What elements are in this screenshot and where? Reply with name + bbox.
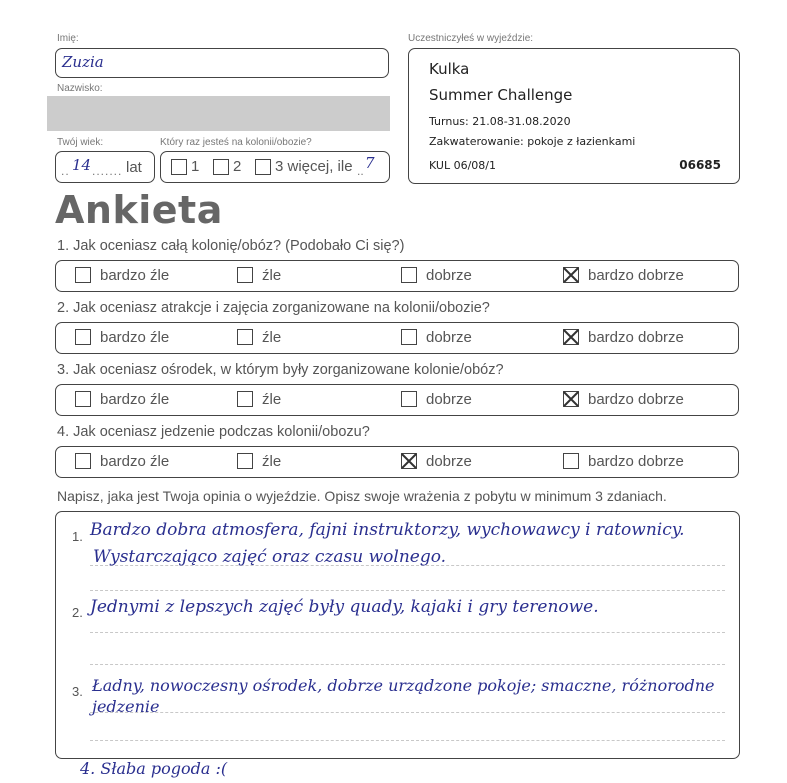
question-2-checkbox-1[interactable]	[75, 329, 91, 345]
question-3-text: 3. Jak oceniasz ośrodek, w którym były zorganizowane kolonie/obóz?	[57, 362, 504, 378]
opinion-number-2: 2.	[72, 605, 83, 620]
times-checkbox-2[interactable]	[213, 159, 229, 175]
age-field[interactable]: .. 14 ....... lat	[55, 151, 155, 183]
opinion-text-3a: Ładny, nowoczesny ośrodek, dobrze urządzone pokoje; smaczne, różnorodne	[92, 676, 715, 695]
first-name-value: Zuzia	[62, 53, 104, 71]
ruled-line	[90, 590, 725, 591]
times-checkbox-1[interactable]	[171, 159, 187, 175]
opinion-number-3: 3.	[72, 684, 83, 699]
redacted-last-name	[47, 96, 390, 131]
times-checkbox-3[interactable]	[255, 159, 271, 175]
trip-code: KUL 06/08/1	[429, 159, 496, 172]
question-1-option-label: źle	[262, 267, 282, 284]
question-4-checkbox-1[interactable]	[75, 453, 91, 469]
trip-info-box	[408, 48, 740, 184]
survey-title: Ankieta	[55, 188, 223, 232]
times-option-3: 3 więcej, ile	[275, 158, 353, 175]
first-name-label: Imię:	[57, 33, 79, 44]
ruled-line	[90, 712, 725, 713]
question-4-option-label: bardzo źle	[100, 453, 170, 470]
question-3-option-label: źle	[262, 391, 282, 408]
times-option-1: 1	[191, 158, 200, 175]
question-1-checkbox-1[interactable]	[75, 267, 91, 283]
ruled-line	[90, 664, 725, 665]
question-1-checkbox-2[interactable]	[237, 267, 253, 283]
trip-program: Summer Challenge	[429, 86, 573, 104]
question-3-checkbox-4[interactable]	[563, 391, 579, 407]
opinion-text-3b: jedzenie	[92, 697, 160, 716]
question-1-option-label: bardzo źle	[100, 267, 170, 284]
question-2-checkbox-2[interactable]	[237, 329, 253, 345]
question-3-option-label: bardzo dobrze	[588, 391, 684, 408]
question-4-option-label: dobrze	[426, 453, 472, 470]
question-2-text: 2. Jak oceniasz atrakcje i zajęcia zorganizowane na kolonii/obozie?	[57, 300, 490, 316]
question-4-option-label: bardzo dobrze	[588, 453, 684, 470]
age-value: 14	[72, 156, 92, 174]
question-4-option-label: źle	[262, 453, 282, 470]
age-unit: lat	[126, 159, 142, 176]
times-value: 7	[365, 154, 375, 172]
trip-accommodation: Zakwaterowanie: pokoje z łazienkami	[429, 135, 636, 148]
question-3-option-label: bardzo źle	[100, 391, 170, 408]
question-1-option-label: bardzo dobrze	[588, 267, 684, 284]
question-2-checkbox-3[interactable]	[401, 329, 417, 345]
question-2-option-label: bardzo źle	[100, 329, 170, 346]
age-label: Twój wiek:	[57, 137, 104, 148]
times-field[interactable]: 1 2 3 więcej, ile .. 7	[160, 151, 390, 183]
question-1-checkbox-3[interactable]	[401, 267, 417, 283]
opinion-text-1b: Wystarczająco zajęć oraz czasu wolnego.	[93, 547, 447, 567]
question-1-text: 1. Jak oceniasz całą kolonię/obóz? (Podobało Ci się?)	[57, 238, 405, 254]
question-3-checkbox-1[interactable]	[75, 391, 91, 407]
ruled-line	[90, 740, 725, 741]
opinion-text-2: Jednymi z lepszych zajęć były quady, kajaki i gry terenowe.	[90, 597, 599, 617]
first-name-field[interactable]	[55, 48, 389, 78]
question-4-checkbox-2[interactable]	[237, 453, 253, 469]
question-1-option-label: dobrze	[426, 267, 472, 284]
question-4-checkbox-4[interactable]	[563, 453, 579, 469]
last-name-label: Nazwisko:	[57, 83, 103, 94]
opinion-text-1a: Bardzo dobra atmosfera, fajni instruktorzy, wychowawcy i ratownicy.	[90, 520, 685, 540]
question-1-checkbox-4[interactable]	[563, 267, 579, 283]
opinion-number-1: 1.	[72, 529, 83, 544]
question-4-text: 4. Jak oceniasz jedzenie podczas kolonii/obozu?	[57, 424, 370, 440]
trip-number: 06685	[679, 158, 721, 172]
question-2-option-label: bardzo dobrze	[588, 329, 684, 346]
question-3-option-label: dobrze	[426, 391, 472, 408]
opinion-prompt: Napisz, jaka jest Twoja opinia o wyjeździe. Opisz swoje wrażenia z pobytu w minimum 3 zdaniach.	[57, 488, 667, 504]
opinion-extra-note: 4. Słaba pogoda :(	[80, 759, 228, 778]
times-option-2: 2	[233, 158, 242, 175]
times-label: Który raz jesteś na kolonii/obozie?	[160, 137, 312, 148]
question-2-checkbox-4[interactable]	[563, 329, 579, 345]
question-3-checkbox-2[interactable]	[237, 391, 253, 407]
participant-label: Uczestniczyłeś w wyjeździe:	[408, 33, 534, 44]
trip-turnus: Turnus: 21.08-31.08.2020	[429, 115, 571, 128]
question-2-option-label: dobrze	[426, 329, 472, 346]
ruled-line	[90, 632, 725, 633]
trip-name: Kulka	[429, 60, 470, 78]
question-4-checkbox-3[interactable]	[401, 453, 417, 469]
question-2-option-label: źle	[262, 329, 282, 346]
question-3-checkbox-3[interactable]	[401, 391, 417, 407]
